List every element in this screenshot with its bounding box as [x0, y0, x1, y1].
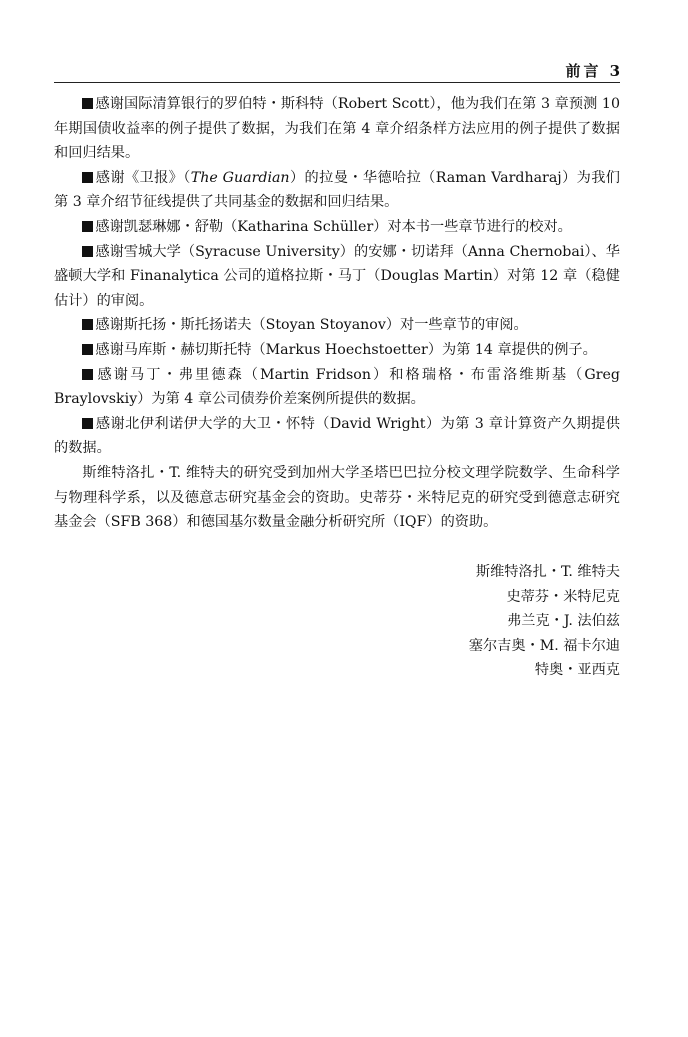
running-header [54, 60, 620, 80]
paragraph-acknowledgement: 感谢雪城大学（Syracuse University）的安娜・切诺拜（Anna Chernobai）、华盛顿大学和 Finanalytica 公司的道格拉斯・马丁（Douglas Martin）对第 12 章（稳健估计）的审阅。 [54, 243, 620, 309]
header-section: 前言 [565, 62, 602, 80]
square-bullet-icon [82, 172, 93, 183]
square-bullet-icon [82, 246, 93, 257]
paragraph-acknowledgement: 感谢马丁・弗里德森（Martin Fridson）和格瑞格・布雷洛维斯基（Greg Braylovskiy）为第 4 章公司债券价差案例所提供的数据。 [54, 366, 620, 408]
author-signature: 特奥・亚西克 [534, 662, 620, 679]
square-bullet-icon [82, 221, 93, 232]
square-bullet-icon [82, 319, 93, 330]
paragraph-funding: 斯维特洛扎・T. 维特夫的研究受到加州大学圣塔巴巴拉分校文理学院数学、生命科学与物理科学系，以及德意志研究基金会的资助。史蒂芬・米特尼克的研究受到德意志研究基金会（SFB 368）和德国基尔数量金融分析研究所（IQF）的资助。 [54, 464, 620, 531]
author-signatures [469, 560, 620, 683]
body-text [54, 92, 620, 535]
paragraph-acknowledgement: 感谢北伊利诺伊大学的大卫・怀特（David Wright）为第 3 章计算资产久期提供的数据。 [54, 415, 620, 457]
author-signature: 史蒂芬・米特尼克 [506, 588, 620, 605]
author-signature: 弗兰克・J. 法伯兹 [507, 613, 620, 630]
square-bullet-icon [82, 344, 93, 355]
square-bullet-icon [82, 418, 93, 429]
paragraph-acknowledgement: 感谢国际清算银行的罗伯特・斯科特（Robert Scott），他为我们在第 3 章预测 10 年期国债收益率的例子提供了数据，为我们在第 4 章介绍条样方法应用的例子提供了数据和回归结果。 [54, 96, 620, 162]
square-bullet-icon [82, 369, 93, 380]
author-signature: 塞尔吉奥・M. 福卡尔迪 [468, 637, 620, 654]
author-signature: 斯维特洛扎・T. 维特夫 [475, 564, 620, 580]
paragraph-acknowledgement: 感谢马库斯・赫切斯托特（Markus Hoechstoetter）为第 14 章提供的例子。 [54, 338, 620, 363]
paragraph-acknowledgement: 感谢凯瑟琳娜・舒勒（Katharina Schüller）对本书一些章节进行的校对。 [54, 215, 620, 240]
paragraph-acknowledgement: 感谢斯托扬・斯托扬诺夫（Stoyan Stoyanov）对一些章节的审阅。 [54, 313, 620, 338]
paragraph-acknowledgement: 感谢《卫报》（The Guardian）的拉曼・华德哈拉（Raman Vardharaj）为我们第 3 章介绍节征线提供了共同基金的数据和回归结果。 [54, 169, 620, 211]
page-number: 3 [609, 62, 620, 80]
square-bullet-icon [82, 98, 93, 109]
header-rule [54, 82, 620, 83]
